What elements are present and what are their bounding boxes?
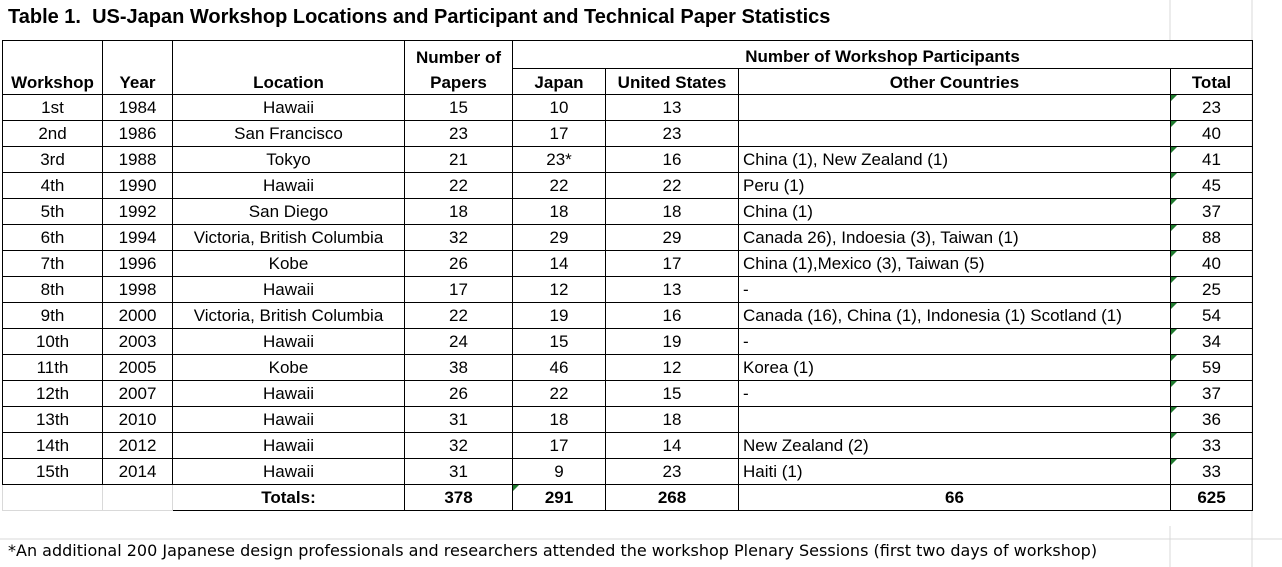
cell-united-states: 16 bbox=[606, 303, 739, 329]
cell-united-states: 15 bbox=[606, 381, 739, 407]
cell-year: 2003 bbox=[103, 329, 173, 355]
col-header-papers-bottom: Papers bbox=[405, 69, 513, 95]
cell-location: Hawaii bbox=[173, 329, 405, 355]
cell-united-states: 14 bbox=[606, 433, 739, 459]
cell-papers: 15 bbox=[405, 95, 513, 121]
workshop-statistics-table bbox=[2, 40, 1253, 511]
cell-united-states: 29 bbox=[606, 225, 739, 251]
table-row bbox=[3, 225, 1253, 251]
totals-label: Totals: bbox=[173, 485, 405, 511]
cell-total: 37 bbox=[1171, 199, 1253, 225]
table-row bbox=[3, 95, 1253, 121]
cell-other-countries: New Zealand (2) bbox=[739, 433, 1171, 459]
cell-workshop: 4th bbox=[3, 173, 103, 199]
cell-location: Victoria, British Columbia bbox=[173, 303, 405, 329]
cell-total: 54 bbox=[1171, 303, 1253, 329]
col-header-total: Total bbox=[1171, 69, 1253, 95]
col-header-year: Year bbox=[103, 41, 173, 95]
cell-japan: 46 bbox=[513, 355, 606, 381]
cell-other-countries: Canada (16), China (1), Indonesia (1) Scotland (1) bbox=[739, 303, 1171, 329]
cell-other-countries: Korea (1) bbox=[739, 355, 1171, 381]
cell-united-states: 18 bbox=[606, 407, 739, 433]
cell-japan: 17 bbox=[513, 121, 606, 147]
cell-location: Tokyo bbox=[173, 147, 405, 173]
cell-year: 1994 bbox=[103, 225, 173, 251]
cell-other-countries bbox=[739, 121, 1171, 147]
cell-papers: 32 bbox=[405, 225, 513, 251]
cell-year: 1992 bbox=[103, 199, 173, 225]
cell-papers: 17 bbox=[405, 277, 513, 303]
cell-total: 45 bbox=[1171, 173, 1253, 199]
cell-workshop: 15th bbox=[3, 459, 103, 485]
col-header-united-states: United States bbox=[606, 69, 739, 95]
col-header-papers-top: Number of bbox=[405, 41, 513, 69]
cell-papers: 23 bbox=[405, 121, 513, 147]
cell-japan: 14 bbox=[513, 251, 606, 277]
cell-japan: 18 bbox=[513, 199, 606, 225]
cell-united-states: 13 bbox=[606, 95, 739, 121]
totals-blank-year bbox=[103, 485, 173, 511]
cell-workshop: 8th bbox=[3, 277, 103, 303]
cell-location: Kobe bbox=[173, 251, 405, 277]
cell-papers: 22 bbox=[405, 173, 513, 199]
cell-total: 41 bbox=[1171, 147, 1253, 173]
totals-japan: 291 bbox=[513, 485, 606, 511]
totals-blank-workshop bbox=[3, 485, 103, 511]
cell-workshop: 14th bbox=[3, 433, 103, 459]
table-row bbox=[3, 433, 1253, 459]
cell-papers: 38 bbox=[405, 355, 513, 381]
col-header-workshop: Workshop bbox=[3, 41, 103, 95]
cell-united-states: 23 bbox=[606, 459, 739, 485]
footnote: *An additional 200 Japanese design professionals and researchers attended the workshop Plenary Sessions (first two days of workshop) bbox=[8, 541, 1098, 560]
cell-year: 1988 bbox=[103, 147, 173, 173]
table-row bbox=[3, 147, 1253, 173]
cell-other-countries bbox=[739, 407, 1171, 433]
cell-united-states: 23 bbox=[606, 121, 739, 147]
table-row bbox=[3, 355, 1253, 381]
cell-year: 2005 bbox=[103, 355, 173, 381]
cell-location: Hawaii bbox=[173, 95, 405, 121]
cell-japan: 22 bbox=[513, 173, 606, 199]
cell-japan: 17 bbox=[513, 433, 606, 459]
cell-united-states: 13 bbox=[606, 277, 739, 303]
cell-total: 25 bbox=[1171, 277, 1253, 303]
cell-total: 23 bbox=[1171, 95, 1253, 121]
table-title: Table 1. US-Japan Workshop Locations and Participant and Technical Paper Statistics bbox=[8, 6, 831, 28]
cell-japan: 10 bbox=[513, 95, 606, 121]
cell-united-states: 18 bbox=[606, 199, 739, 225]
cell-total: 40 bbox=[1171, 251, 1253, 277]
cell-workshop: 3rd bbox=[3, 147, 103, 173]
cell-total: 34 bbox=[1171, 329, 1253, 355]
cell-japan: 29 bbox=[513, 225, 606, 251]
cell-total: 40 bbox=[1171, 121, 1253, 147]
cell-location: Hawaii bbox=[173, 433, 405, 459]
cell-total: 59 bbox=[1171, 355, 1253, 381]
cell-japan: 15 bbox=[513, 329, 606, 355]
cell-year: 1996 bbox=[103, 251, 173, 277]
cell-japan: 22 bbox=[513, 381, 606, 407]
cell-total: 37 bbox=[1171, 381, 1253, 407]
cell-united-states: 17 bbox=[606, 251, 739, 277]
cell-papers: 32 bbox=[405, 433, 513, 459]
cell-location: Hawaii bbox=[173, 173, 405, 199]
table-row bbox=[3, 277, 1253, 303]
cell-papers: 31 bbox=[405, 407, 513, 433]
cell-location: Hawaii bbox=[173, 277, 405, 303]
cell-year: 1998 bbox=[103, 277, 173, 303]
cell-papers: 22 bbox=[405, 303, 513, 329]
cell-other-countries: China (1), New Zealand (1) bbox=[739, 147, 1171, 173]
table-row bbox=[3, 407, 1253, 433]
cell-japan: 18 bbox=[513, 407, 606, 433]
cell-year: 2007 bbox=[103, 381, 173, 407]
totals-row bbox=[3, 485, 1253, 511]
cell-other-countries: - bbox=[739, 329, 1171, 355]
cell-united-states: 19 bbox=[606, 329, 739, 355]
cell-location: San Francisco bbox=[173, 121, 405, 147]
cell-year: 2012 bbox=[103, 433, 173, 459]
cell-year: 2000 bbox=[103, 303, 173, 329]
cell-location: Hawaii bbox=[173, 381, 405, 407]
cell-total: 33 bbox=[1171, 459, 1253, 485]
cell-workshop: 5th bbox=[3, 199, 103, 225]
totals-total: 625 bbox=[1171, 485, 1253, 511]
col-header-participants-group: Number of Workshop Participants bbox=[513, 41, 1253, 69]
cell-papers: 31 bbox=[405, 459, 513, 485]
cell-papers: 18 bbox=[405, 199, 513, 225]
cell-total: 33 bbox=[1171, 433, 1253, 459]
cell-papers: 24 bbox=[405, 329, 513, 355]
cell-united-states: 22 bbox=[606, 173, 739, 199]
cell-location: Victoria, British Columbia bbox=[173, 225, 405, 251]
cell-united-states: 12 bbox=[606, 355, 739, 381]
cell-year: 1986 bbox=[103, 121, 173, 147]
cell-workshop: 10th bbox=[3, 329, 103, 355]
cell-other-countries: Peru (1) bbox=[739, 173, 1171, 199]
cell-year: 1990 bbox=[103, 173, 173, 199]
header-row-1 bbox=[3, 41, 1253, 69]
cell-location: Hawaii bbox=[173, 407, 405, 433]
cell-workshop: 7th bbox=[3, 251, 103, 277]
cell-japan: 19 bbox=[513, 303, 606, 329]
totals-united-states: 268 bbox=[606, 485, 739, 511]
cell-year: 2010 bbox=[103, 407, 173, 433]
col-header-other-countries: Other Countries bbox=[739, 69, 1171, 95]
cell-japan: 23* bbox=[513, 147, 606, 173]
table-row bbox=[3, 199, 1253, 225]
totals-papers: 378 bbox=[405, 485, 513, 511]
cell-japan: 12 bbox=[513, 277, 606, 303]
cell-papers: 26 bbox=[405, 381, 513, 407]
cell-other-countries: China (1),Mexico (3), Taiwan (5) bbox=[739, 251, 1171, 277]
col-header-location: Location bbox=[173, 41, 405, 95]
cell-other-countries: Canada 26), Indoesia (3), Taiwan (1) bbox=[739, 225, 1171, 251]
cell-total: 36 bbox=[1171, 407, 1253, 433]
table-row bbox=[3, 251, 1253, 277]
cell-japan: 9 bbox=[513, 459, 606, 485]
table-row bbox=[3, 459, 1253, 485]
cell-workshop: 2nd bbox=[3, 121, 103, 147]
cell-workshop: 13th bbox=[3, 407, 103, 433]
table-row bbox=[3, 329, 1253, 355]
cell-location: San Diego bbox=[173, 199, 405, 225]
table-row bbox=[3, 121, 1253, 147]
cell-year: 1984 bbox=[103, 95, 173, 121]
table-row bbox=[3, 381, 1253, 407]
cell-workshop: 6th bbox=[3, 225, 103, 251]
cell-year: 2014 bbox=[103, 459, 173, 485]
cell-united-states: 16 bbox=[606, 147, 739, 173]
col-header-japan: Japan bbox=[513, 69, 606, 95]
cell-other-countries: - bbox=[739, 277, 1171, 303]
cell-workshop: 12th bbox=[3, 381, 103, 407]
cell-total: 88 bbox=[1171, 225, 1253, 251]
cell-other-countries: - bbox=[739, 381, 1171, 407]
cell-other-countries bbox=[739, 95, 1171, 121]
totals-other-countries: 66 bbox=[739, 485, 1171, 511]
table-row bbox=[3, 303, 1253, 329]
cell-workshop: 11th bbox=[3, 355, 103, 381]
cell-other-countries: China (1) bbox=[739, 199, 1171, 225]
cell-papers: 26 bbox=[405, 251, 513, 277]
cell-location: Kobe bbox=[173, 355, 405, 381]
cell-papers: 21 bbox=[405, 147, 513, 173]
table-row bbox=[3, 173, 1253, 199]
cell-location: Hawaii bbox=[173, 459, 405, 485]
cell-workshop: 9th bbox=[3, 303, 103, 329]
cell-other-countries: Haiti (1) bbox=[739, 459, 1171, 485]
cell-workshop: 1st bbox=[3, 95, 103, 121]
